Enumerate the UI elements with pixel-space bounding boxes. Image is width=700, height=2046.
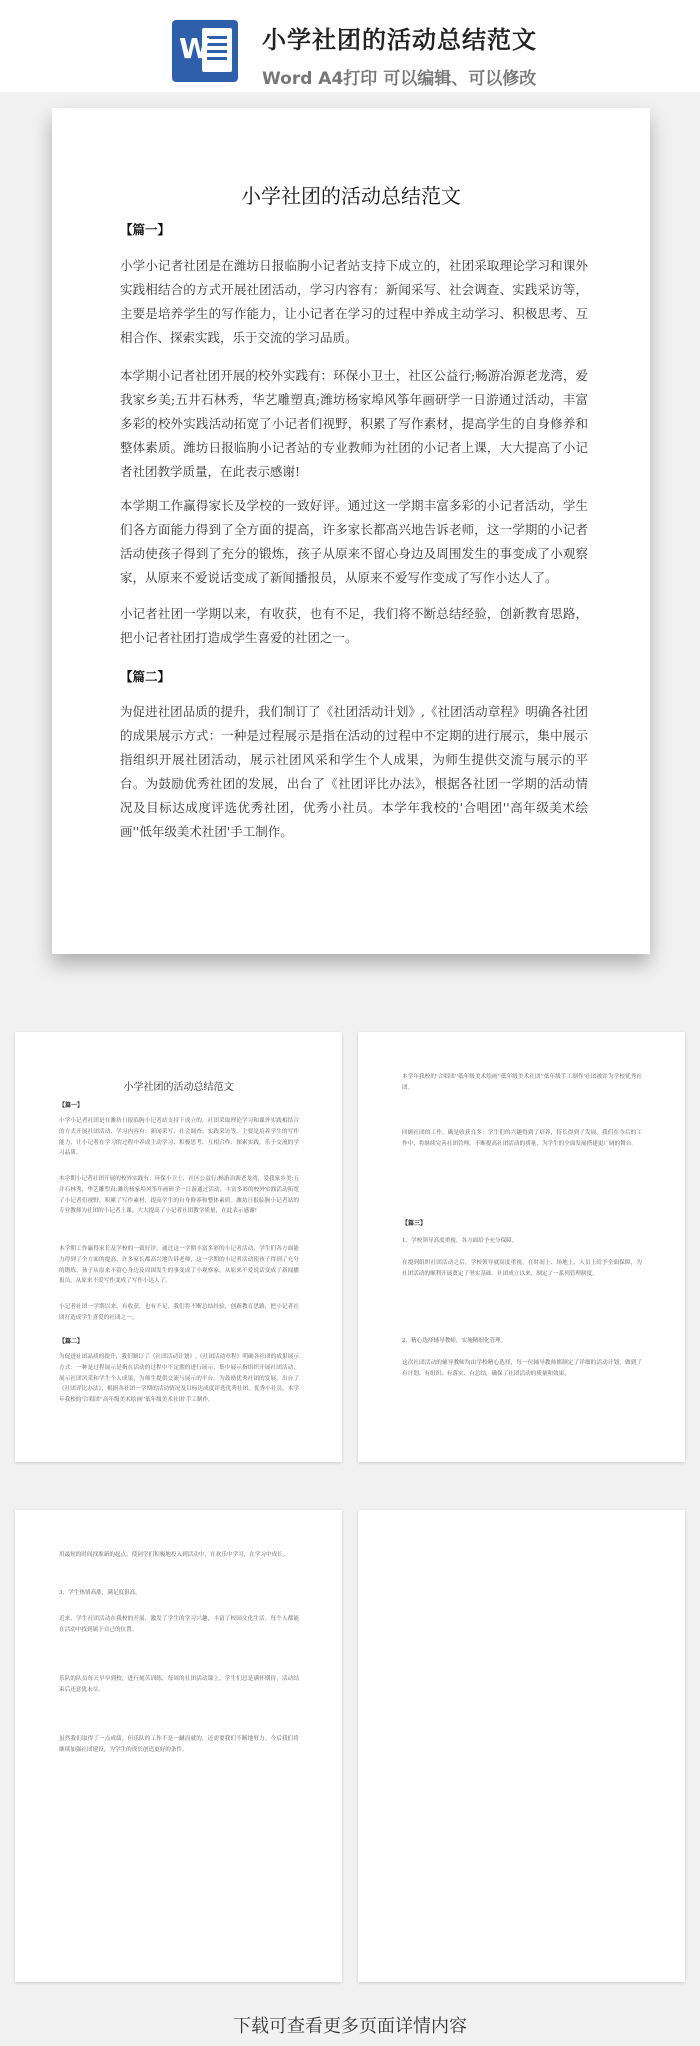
thumb-title: 小学社团的活动总结范文: [123, 1082, 234, 1093]
header-subtitle: Word A4打印 可以编辑、可以修改: [262, 69, 537, 89]
thumb2-paragraph-1: 本学年我校的'合唱团''低年级美术绘画''低年级美术社团''低年级手工制作'社团被评为学校优秀社团。: [402, 1074, 642, 1091]
paragraph-2: 本学期小记者社团开展的校外实践有：环保小卫士，社区公益行;畅游冶源老龙湾，爱我家乡美;五井石林秀，华艺雕塑真;潍坊杨家埠风筝年画研学一日游通过活动，丰富多彩的校外实践活动拓宽了小记者们视野，积累了写作素材，提高学生的自身修养和整体素质。潍坊日报临朐小记者站的专业教师为社团的小记者上课，大大提高了小记者社团教学质量，在此表示感谢!: [120, 368, 588, 479]
thumb-paragraph-2: 本学期小记者社团开展的校外实践有：环保小卫士，社区公益行;畅游冶源老龙湾，爱我家乡美;五井石林秀，华艺雕塑真;潍坊杨家埠风筝年画研学一日游通过活动，丰富多彩的校外实践活动拓宽了小记者们视野，积累了写作素材，提高学生的自身修养和整体素质。潍坊日报临朐小记者站的专业教师为社团的小记者上课，大大提高了小记者社团教学质量，在此表示感谢!: [59, 1176, 299, 1215]
document-title: 小学社团的活动总结范文: [241, 184, 461, 208]
thumb3-paragraph-3: 近来，学生社团活动在我校的开展，激发了学生的学习兴趣，丰富了校园文化生活。每个人都能在活动中找到属于自己的位置。: [59, 1616, 299, 1633]
thumb-paragraph-5: 为促进社团品质的提升，我们制订了《社团活动计划》,《社团活动章程》明确各社团的成果展示方式：一种是过程展示是指在活动的过程中不定期的进行展示，集中展示指组织开展社团活动，展示社团风采和学生个人成果，为师生提供交流与展示的平台。为鼓励优秀社团的发展，出台了《社团评比办法》，根据各社团一学期的活动情况及目标达成度评选优秀社团，优秀小社员。本学年我校的'合唱团''高年级美术绘画''低年级美术社团'手工制作。: [59, 1354, 299, 1404]
header-title: 小学社团的活动总结范文: [262, 26, 537, 54]
thumbnail-page-2[interactable]: [358, 1032, 685, 1462]
word-icon: [172, 20, 238, 82]
thumb-section-1: 【篇一】: [59, 1102, 84, 1109]
thumb3-paragraph-1: 用最短的时间找准新的起点，使同学们积极地投入到活动中，在欢乐中学习，在学习中成长。: [59, 1552, 289, 1558]
thumb-paragraph-3: 本学期工作赢得家长及学校的一致好评。通过这一学期丰富多彩的小记者活动，学生们各方面能力得到了全方面的提高，许多家长都高兴地告诉老师，这一学期的小记者活动使孩子得到了充分的锻炼，孩子从原来不留心身边及周围发生的事变成了小观察家，从原来不爱说话变成了新闻播报员，从原来不爱写作变成了写作小达人了。: [59, 1246, 299, 1285]
thumb2-paragraph-6: 这次社团活动的辅导教师均由学校精心选择，每一位辅导教师都制定了详细的活动计划，做到了有计划、有组织、有落实、有总结，确保了社团活动的质量和效果。: [402, 1360, 642, 1377]
thumbnail-page-3[interactable]: [15, 1510, 342, 1982]
thumb-paragraph-4: 小记者社团一学期以来，有收获，也有不足，我们将不断总结经验，创新教育思路，把小记者社团打造成学生喜爱的社团之一。: [59, 1304, 299, 1321]
thumb3-paragraph-5: 虽然我们取得了一点成绩，但乐队的工作不是一蹴而就的，还需要我们不断地努力。今后我们将继续加强社团建设，为学生的成长创造更好的条件。: [59, 1736, 299, 1753]
thumb-paragraph-1: 小学小记者社团是在潍坊日报临朐小记者站支持下成立的，社团采取理论学习和课外实践相结合的方式开展社团活动，学习内容有：新闻采写、社会调查、实践采访等，主要是培养学生的写作能力，让小记者在学习的过程中养成主动学习、积极思考、互相合作、探索实践，乐于交流的学习品质。: [59, 1118, 299, 1157]
thumbnail-page-1[interactable]: [15, 1032, 342, 1462]
thumb2-paragraph-3: 1、学校领导高度重视，各方面给予充分保障。: [402, 1238, 518, 1244]
download-more-link[interactable]: 下载可查看更多页面详情内容: [233, 2016, 467, 2037]
thumb3-paragraph-2: 3、学生热情高涨，满足度很高。: [59, 1590, 141, 1596]
paragraph-3: 本学期工作赢得家长及学校的一致好评。通过这一学期丰富多彩的小记者活动，学生们各方面能力得到了全方面的提高，许多家长都高兴地告诉老师，这一学期的小记者活动使孩子得到了充分的锻炼，孩子从原来不留心身边及周围发生的事变成了小观察家，从原来不爱说话变成了新闻播报员，从原来不爱写作变成了写作小达人了。: [120, 498, 588, 585]
thumbnail-page-4[interactable]: [358, 1510, 685, 1982]
main-page-preview: [52, 108, 650, 954]
word-letter: W: [179, 32, 210, 65]
section-heading-2: 【篇二】: [120, 669, 171, 684]
thumb3-paragraph-4: 乐队的队员每天早早到校，进行刻苦训练，每周的社团活动课上，学生们总是满怀期待，活动结束后还意犹未尽。: [59, 1676, 299, 1693]
thumb2-section-3: 【篇三】: [402, 1220, 427, 1227]
section-heading-1: 【篇一】: [120, 222, 171, 237]
thumb2-paragraph-2: 回顾社团的工作，确是收获良多：学生们的兴趣得到了培养，特长得到了发展。我们在今后的工作中，将继续完善社团管理，不断提高社团活动的质量，为学生的全面发展搭建更广阔的舞台。: [402, 1130, 642, 1147]
paragraph-5: 为促进社团品质的提升，我们制订了《社团活动计划》,《社团活动章程》明确各社团的成果展示方式：一种是过程展示是指在活动的过程中不定期的进行展示，集中展示指组织开展社团活动，展示社团风采和学生个人成果，为师生提供交流与展示的平台。为鼓励优秀社团的发展，出台了《社团评比办法》，根据各社团一学期的活动情况及目标达成度评选优秀社团，优秀小社员。本学年我校的'合唱团''高年级美术绘画''低年级美术社团'手工制作。: [120, 704, 588, 839]
page-header: [0, 0, 700, 92]
thumb-section-2: 【篇二】: [59, 1338, 84, 1345]
thumb2-paragraph-4: 在提到组织社团活动之后，学校领导就高度重视，在时间上、场地上、人员上给予全面保障，为社团活动的顺利开展奠定了坚实基础。社团成立以来，制定了一系列管理制度。: [402, 1260, 642, 1277]
paragraph-4: 小记者社团一学期以来，有收获，也有不足，我们将不断总结经验，创新教育思路，把小记者社团打造成学生喜爱的社团之一。: [120, 606, 588, 645]
thumb2-paragraph-5: 2、精心选择辅导教师，实施精细化管理。: [402, 1338, 507, 1344]
paragraph-1: 小学小记者社团是在潍坊日报临朐小记者站支持下成立的，社团采取理论学习和课外实践相结合的方式开展社团活动，学习内容有：新闻采写、社会调查、实践采访等，主要是培养学生的写作能力，让小记者在学习的过程中养成主动学习、积极思考、互相合作、探索实践，乐于交流的学习品质。: [120, 258, 588, 345]
